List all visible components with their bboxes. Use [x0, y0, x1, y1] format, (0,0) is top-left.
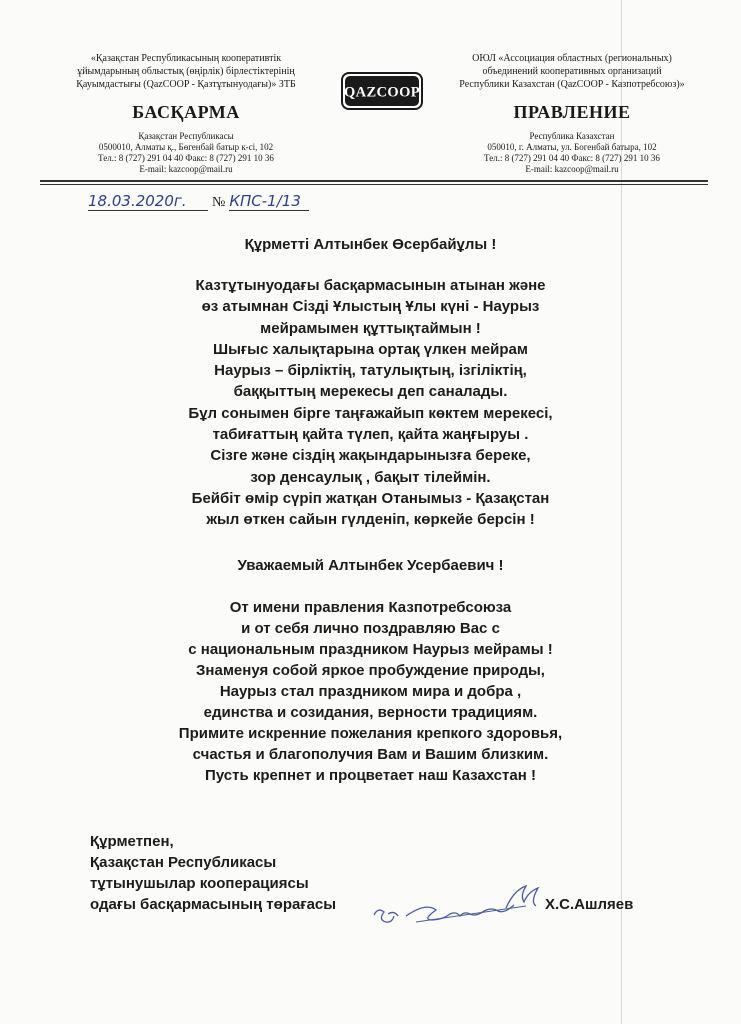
message-line-kz: өз атымнан Сізді Ұлыстың Ұлы күні - Наурыз	[201, 298, 540, 316]
message-line-kz: зор денсаулық , бақыт тілеймін.	[250, 468, 491, 486]
letterhead-russian	[436, 52, 708, 175]
logo-text: QAZCOOP	[343, 84, 421, 101]
org-name-kz-line: ұйымдарының облыстық (өңірлік) бірлестіктерінің	[77, 66, 295, 77]
email-kz: E-mail: kazcoop@mail.ru	[139, 164, 233, 174]
letterhead-kazakh	[40, 52, 332, 175]
message-line-kz: Шығыс халықтарына ортақ үлкен мейрам	[213, 340, 528, 358]
signoff-line: Құрметпен,	[90, 833, 174, 850]
message-line-ru: Примите искренние пожелания крепкого здоровья,	[178, 725, 563, 742]
message-line-ru: единства и созидания, верности традициям.	[203, 704, 538, 721]
handwritten-signature	[366, 880, 551, 940]
reference-line	[88, 192, 309, 211]
message-line-ru: и от себя лично поздравляю Вас с	[241, 620, 500, 637]
message-line-kz: мейрамымен құттықтаймын !	[260, 319, 481, 337]
phone-ru: Тел.: 8 (727) 291 04 40 Факс: 8 (727) 291 10 36	[484, 153, 660, 163]
handwritten-number: КПС-1/13	[229, 192, 301, 210]
address-ru-line: Республика Казахстан	[529, 131, 615, 141]
message-line-kz: Бейбіт өмір сүріп жатқан Отанымыз - Қазақстан	[191, 489, 550, 507]
date-field	[88, 192, 208, 211]
message-line-ru: Наурыз стал праздником мира и добра ,	[219, 683, 522, 700]
address-kz-line: 0500010, Алматы қ., Бөгенбай батыр к-сі, 102	[98, 142, 274, 152]
message-line-ru: Пусть крепнет и процветает наш Казахстан !	[205, 767, 536, 784]
message-line-kz: Бұл сонымен бірге таңғажайып көктем мерекесі,	[188, 404, 553, 422]
org-name-ru-line: объединений кооперативных организаций	[482, 66, 662, 77]
header-divider	[40, 180, 708, 182]
message-line-ru: Знаменуя собой яркое пробуждение природы,	[196, 662, 545, 679]
email-ru: E-mail: kazcoop@mail.ru	[525, 164, 619, 174]
message-line-kz: жыл өткен сайын гүлденіп, көркейе берсін !	[206, 511, 535, 529]
org-name-ru-line: ОЮЛ «Ассоциация областных (региональных)	[472, 53, 672, 64]
signoff-line: одағы басқармасының төрағасы	[90, 896, 337, 913]
address-ru-line: 050010, г. Алматы, ул. Богенбай батыра, 102	[487, 142, 657, 152]
message-line-kz: Сізге және сіздің жақындарынызға береке,	[210, 447, 531, 465]
number-sign: №	[212, 195, 226, 210]
phone-kz: Тел.: 8 (727) 291 04 40 Факс: 8 (727) 291 10 36	[98, 153, 274, 163]
header-divider-thin	[40, 184, 708, 185]
message-kazakh	[0, 275, 741, 531]
handwritten-date: 18.03.2020г.	[88, 192, 187, 210]
signatory-name: Х.С.Ашляев	[545, 896, 634, 913]
board-title-ru: ПРАВЛЕНИЕ	[513, 102, 631, 122]
org-name-kz-line: Қауымдастығы (QazCOOP - Қазтұтынуодағы)» ЗТБ	[76, 79, 296, 90]
greeting-kazakh: Құрметті Алтынбек Өсербайұлы !	[244, 236, 497, 253]
org-name-kz-line: «Қазақстан Республикасының кооперативтік	[90, 53, 282, 64]
signoff-line: Қазақстан Республикасы	[90, 854, 277, 871]
message-line-kz: Казтұтынуодағы басқармасынын атынан және	[195, 277, 546, 294]
board-title-kz: БАСҚАРМА	[132, 102, 240, 122]
signoff-block	[90, 831, 336, 915]
message-line-ru: счастья и благополучия Вам и Вашим близким.	[192, 746, 549, 763]
message-line-kz: Наурыз – бірліктің, татулықтың, ізгіліктің,	[214, 362, 527, 380]
number-field	[229, 192, 309, 211]
address-kz-line: Қазақстан Республикасы	[138, 131, 234, 141]
message-line-ru: с национальным праздником Наурыз мейрамы !	[188, 641, 553, 658]
org-name-ru-line: Республики Казахстан (QazCOOP - Казпотребсоюз)»	[459, 79, 685, 90]
greeting-russian: Уважаемый Алтынбек Усербаевич !	[237, 557, 504, 574]
qazcoop-logo	[341, 72, 423, 110]
message-line-kz: табиғаттың қайта түлеп, қайта жаңғыруы .	[212, 426, 529, 444]
message-russian	[0, 597, 741, 786]
signoff-line: тұтынушылар кооперациясы	[90, 875, 309, 892]
message-line-kz: баққыттың мерекесы деп саналады.	[233, 383, 508, 401]
message-line-ru: От имени правления Казпотребсоюза	[229, 599, 512, 616]
